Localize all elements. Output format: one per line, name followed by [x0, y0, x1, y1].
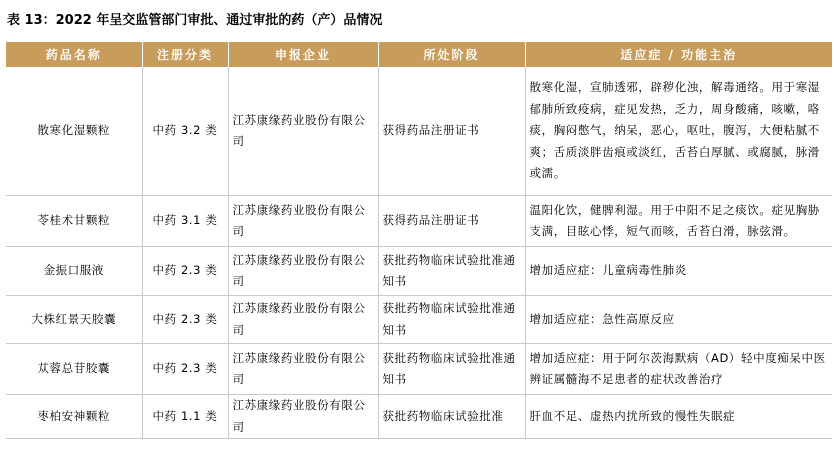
cell-drug-name: 散寒化湿颗粒 [6, 67, 142, 196]
cell-indication: 温阳化饮，健脾利湿。用于中阳不足之痰饮。症见胸胁支满，目眩心悸，短气而咳，舌苔白滑，脉弦滑。 [525, 196, 832, 247]
cell-indication: 增加适应症：急性高原反应 [525, 296, 832, 344]
header-stage: 所处阶段 [378, 42, 525, 67]
table-row [6, 247, 832, 296]
table-row [6, 395, 832, 439]
cell-company: 江苏康缘药业股份有限公司 [228, 67, 378, 196]
cell-stage: 获得药品注册证书 [378, 196, 525, 247]
table-row [6, 196, 832, 247]
cell-indication: 散寒化湿，宣肺透邪，辟秽化浊，解毒通络。用于寒湿郁肺所致疫病，症见发热，乏力，周身酸痛，咳嗽，咯痰，胸闷憋气，纳呆，恶心，呕吐，腹泻，大便粘腻不爽；舌质淡胖齿痕或淡红，舌苔白厚腻、或腐腻，脉滑或濡。 [525, 67, 832, 196]
cell-company: 江苏康缘药业股份有限公司 [228, 344, 378, 395]
cell-stage: 获批药物临床试验批准 [378, 395, 525, 439]
cell-indication: 肝血不足、虚热内扰所致的慢性失眠症 [525, 395, 832, 439]
cell-stage: 获批药物临床试验批准通知书 [378, 247, 525, 296]
table-row [6, 344, 832, 395]
table-header-row [6, 42, 832, 67]
cell-company: 江苏康缘药业股份有限公司 [228, 247, 378, 296]
cell-company: 江苏康缘药业股份有限公司 [228, 296, 378, 344]
cell-drug-name: 枣柏安神颗粒 [6, 395, 142, 439]
cell-category: 中药 3.1 类 [142, 196, 228, 247]
table-row [6, 67, 832, 196]
header-drug-name: 药品名称 [6, 42, 142, 67]
cell-category: 中药 2.3 类 [142, 296, 228, 344]
cell-category: 中药 3.2 类 [142, 67, 228, 196]
cell-stage: 获批药物临床试验批准通知书 [378, 344, 525, 395]
header-applicant-company: 申报企业 [228, 42, 378, 67]
drug-approval-table [6, 42, 832, 439]
cell-category: 中药 2.3 类 [142, 247, 228, 296]
cell-indication: 增加适应症：用于阿尔茨海默病（AD）轻中度痴呆中医辨证属髓海不足患者的症状改善治疗 [525, 344, 832, 395]
cell-stage: 获批药物临床试验批准通知书 [378, 296, 525, 344]
cell-company: 江苏康缘药业股份有限公司 [228, 196, 378, 247]
header-indication: 适应症 / 功能主治 [525, 42, 832, 67]
table-row [6, 296, 832, 344]
cell-stage: 获得药品注册证书 [378, 67, 525, 196]
cell-drug-name: 大株红景天胶囊 [6, 296, 142, 344]
cell-category: 中药 2.3 类 [142, 344, 228, 395]
cell-drug-name: 苓桂术甘颗粒 [6, 196, 142, 247]
cell-drug-name: 苁蓉总苷胶囊 [6, 344, 142, 395]
cell-drug-name: 金振口服液 [6, 247, 142, 296]
header-registration-category: 注册分类 [142, 42, 228, 67]
cell-company: 江苏康缘药业股份有限公司 [228, 395, 378, 439]
table-title: 表 13：2022 年呈交监管部门审批、通过审批的药（产）品情况 [7, 13, 383, 28]
cell-indication: 增加适应症：儿童病毒性肺炎 [525, 247, 832, 296]
cell-category: 中药 1.1 类 [142, 395, 228, 439]
